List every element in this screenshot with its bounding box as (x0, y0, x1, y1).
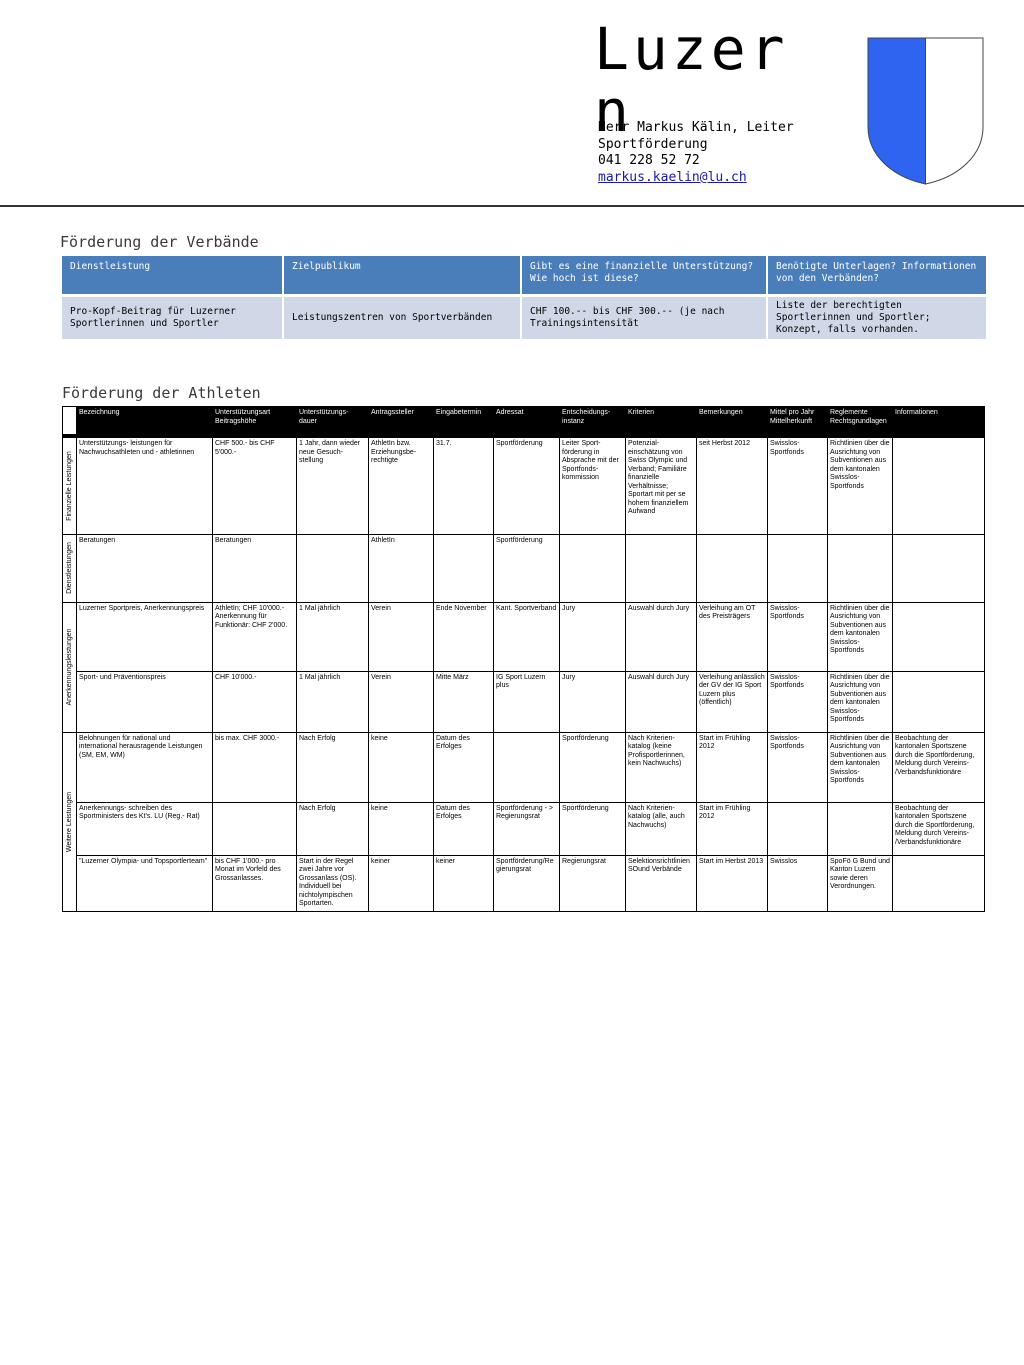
table-cell: Beratungen (77, 534, 213, 602)
section-title-athleten: Förderung der Athleten (62, 384, 261, 402)
column-header: Kriterien (626, 407, 697, 437)
column-header: Unterstützungs-dauer (297, 407, 369, 437)
table-cell: Nach Erfolg (297, 802, 369, 855)
column-header: Entscheidungs-instanz (560, 407, 626, 437)
contact-phone: 041 228 52 72 (598, 153, 700, 168)
table-cell: Jury (560, 671, 626, 732)
table-cell: Start im Herbst 2013 (697, 855, 768, 911)
table-cell: Nach Kriterien- katalog (keine Profisportlerinnen, kein Nachwuchs) (626, 732, 697, 802)
header-divider (0, 205, 1024, 207)
section-title-verbaende: Förderung der Verbände (60, 233, 259, 251)
table-cell: Selektionsrichtlinien SOund Verbände (626, 855, 697, 911)
table-cell: Luzerner Sportpreis, Anerkennungspreis (77, 602, 213, 671)
table-cell (434, 534, 494, 602)
table-cell: Swisslos (768, 855, 828, 911)
table-cell (768, 534, 828, 602)
table-cell: Richtlinien über die Ausrichtung von Subventionen aus dem kantonalen Swisslos- Sportfonds (828, 732, 893, 802)
group-label-cell (63, 534, 77, 602)
table-cell: Sportförderung (560, 802, 626, 855)
table-cell (697, 534, 768, 602)
table-cell: Jury (560, 602, 626, 671)
table-cell: Mitte März (434, 671, 494, 732)
table-cell: Ende November (434, 602, 494, 671)
table-row (63, 436, 985, 534)
table-cell: Sportförderung (494, 436, 560, 534)
table-cell: CHF 100.-- bis CHF 300.-- (je nach Trainingsintensität (522, 294, 766, 339)
table-cell (494, 732, 560, 802)
table-cell (893, 436, 985, 534)
group-label-cell (63, 602, 77, 732)
table-cell: 31.7. (434, 436, 494, 534)
table-cell: keiner (369, 855, 434, 911)
column-header: Benötigte Unterlagen? Informationen von den Verbänden? (768, 256, 986, 294)
column-header: Dienstleistung (62, 256, 282, 294)
table-cell: IG Sport Luzern plus (494, 671, 560, 732)
table-cell: Belohnungen für national und international herausragende Leistungen (SM, EM, WM) (77, 732, 213, 802)
table-cell: Nach Erfolg (297, 732, 369, 802)
table-cell: Potenzial- einschätzung von Swiss Olympic und Verband; Familiäre finanzielle Verhältnisse; Sportart mit per se hohem finanziellem Aufwand (626, 436, 697, 534)
column-header: Antragssteller (369, 407, 434, 437)
table-cell: Swisslos- Sportfonds (768, 436, 828, 534)
table-row (63, 534, 985, 602)
table-cell: Sportförderung/Re gierungsrat (494, 855, 560, 911)
column-header: Bezeichnung (77, 407, 213, 437)
table-cell (893, 671, 985, 732)
table-cell: SpoFö G Bund und Kanton Luzern sowie deren Verordnungen. (828, 855, 893, 911)
table-cell: CHF 500.- bis CHF 5'000.- (213, 436, 297, 534)
table-cell: Verleihung am OT des Preisträgers (697, 602, 768, 671)
group-label: Anerkennungsleistungen (65, 628, 73, 706)
column-header: Reglemente Rechtsgrundlagen (828, 407, 893, 437)
table-cell: Sportförderung - > Regierungsrat (494, 802, 560, 855)
verbaende-table (60, 256, 988, 339)
table-cell: Start im Frühling 2012 (697, 732, 768, 802)
contact-role: Sportförderung (598, 136, 708, 152)
table-cell: AthletIn bzw. Erziehungsbe- rechtigte (369, 436, 434, 534)
table-cell: AthletIn (369, 534, 434, 602)
table-cell (626, 534, 697, 602)
athleten-table (62, 406, 985, 912)
column-header: Mittel pro Jahr Mittelherkunft (768, 407, 828, 437)
column-header: Zielpublikum (284, 256, 520, 294)
table-cell: Datum des Erfolges (434, 732, 494, 802)
table-cell (828, 534, 893, 602)
table-cell: Leistungszentren von Sportverbänden (284, 294, 520, 339)
table-cell: Richtlinien über die Ausrichtung von Subventionen aus dem kantonalen Swisslos- Sportfonds (828, 602, 893, 671)
table-cell: Verein (369, 671, 434, 732)
table-row (62, 294, 986, 339)
group-label: Finanzielle Leistungen (65, 450, 73, 521)
table-cell (828, 802, 893, 855)
table-cell: Liste der berechtigten Sportlerinnen und Sportler; Konzept, falls vorhanden. (768, 294, 986, 339)
table-cell: Sportförderung (494, 534, 560, 602)
table-row (63, 602, 985, 671)
column-header: Informationen (893, 407, 985, 437)
contact-block (598, 120, 848, 186)
table-cell (213, 802, 297, 855)
group-label-cell (63, 436, 77, 534)
group-label: Dienstleistungen (65, 542, 73, 594)
logo-wordmark: Luzern (594, 15, 789, 145)
table-cell: Beobachtung der kantonalen Sportszene durch die Sportförderung, Meldung durch Vereins- /Verbandsfunktionäre (893, 802, 985, 855)
table-cell: keine (369, 732, 434, 802)
table-cell: Kant. Sportverband (494, 602, 560, 671)
table-cell: Richtlinien über die Ausrichtung von Subventionen aus dem kantonalen Swisslos- Sportfonds (828, 436, 893, 534)
contact-name: Herr Markus Kälin, Leiter (598, 120, 794, 135)
table-cell: Unterstützungs- leistungen für Nachwuchsathleten und - athletinnen (77, 436, 213, 534)
table-cell: Sport- und Präventionspreis (77, 671, 213, 732)
table-cell: Leiter Sport- förderung in Absprache mit der Sportfonds- kommission (560, 436, 626, 534)
table-cell (893, 855, 985, 911)
table-cell: Nach Kriterien- katalog (alle, auch Nachwuchs) (626, 802, 697, 855)
column-header: Adressat (494, 407, 560, 437)
table-cell (560, 534, 626, 602)
table-cell: Swisslos- Sportfonds (768, 732, 828, 802)
table-cell: Verleihung anlässlich der GV der IG Sport Luzern plus (öffentlich) (697, 671, 768, 732)
table-cell: seit Herbst 2012 (697, 436, 768, 534)
table-cell: keiner (434, 855, 494, 911)
table-cell: "Luzerner Olympia- und Topsportlerteam" (77, 855, 213, 911)
table-cell: Anerkennungs- schreiben des Sportministers des Kt's. LU (Reg.- Rat) (77, 802, 213, 855)
table-cell: Richtlinien über die Ausrichtung von Subventionen aus dem kantonalen Swisslos- Sportfonds (828, 671, 893, 732)
table-cell (893, 602, 985, 671)
table-cell: bis CHF 1'000.- pro Monat im Vorfeld des Grossanlasses. (213, 855, 297, 911)
table-cell: Sportförderung (560, 732, 626, 802)
table-cell: Start im Frühling 2012 (697, 802, 768, 855)
table-cell: Regierungsrat (560, 855, 626, 911)
group-label: Weitere Leistungen (65, 791, 73, 852)
table-cell: Auswahl durch Jury (626, 602, 697, 671)
table-cell: Auswahl durch Jury (626, 671, 697, 732)
table-cell: keine (369, 802, 434, 855)
table-cell (297, 534, 369, 602)
table-cell: CHF 10'000.- (213, 671, 297, 732)
column-header: Gibt es eine finanzielle Unterstützung? Wie hoch ist diese? (522, 256, 766, 294)
table-cell: Swisslos- Sportfonds (768, 671, 828, 732)
table-row (63, 732, 985, 802)
column-header: Bemerkungen (697, 407, 768, 437)
table-corner (63, 407, 77, 437)
table-row (63, 802, 985, 855)
table-cell: AthletIn; CHF 10'000.- Anerkennung für Funktionär: CHF 2'000. (213, 602, 297, 671)
table-row (63, 855, 985, 911)
table-cell (893, 534, 985, 602)
column-header: Eingabetermin (434, 407, 494, 437)
table-header-row (63, 407, 985, 437)
coat-of-arms-icon (867, 37, 984, 185)
table-cell: 1 Jahr, dann wieder neue Gesuch- stellung (297, 436, 369, 534)
column-header: Unterstützungsart Beitragshöhe (213, 407, 297, 437)
group-label-cell (63, 732, 77, 911)
table-cell: Datum des Erfolges (434, 802, 494, 855)
table-cell: Start in der Regel zwei Jahre vor Grossanlass (OS). Individuell bei nichtolympischen Sportarten. (297, 855, 369, 911)
table-cell (768, 802, 828, 855)
table-cell: Beratungen (213, 534, 297, 602)
table-row (63, 671, 985, 732)
table-cell: Pro-Kopf-Beitrag für Luzerner Sportlerinnen und Sportler (62, 294, 282, 339)
table-cell: 1 Mal jährlich (297, 602, 369, 671)
table-cell: bis max. CHF 3000.- (213, 732, 297, 802)
table-cell: Verein (369, 602, 434, 671)
contact-email-link[interactable]: markus.kaelin@lu.ch (598, 169, 747, 185)
table-cell: Swisslos- Sportfonds (768, 602, 828, 671)
table-cell: 1 Mal jährlich (297, 671, 369, 732)
table-cell: Beobachtung der kantonalen Sportszene durch die Sportförderung, Meldung durch Vereins- /Verbandsfunktionäre (893, 732, 985, 802)
table-header-row (62, 256, 986, 294)
